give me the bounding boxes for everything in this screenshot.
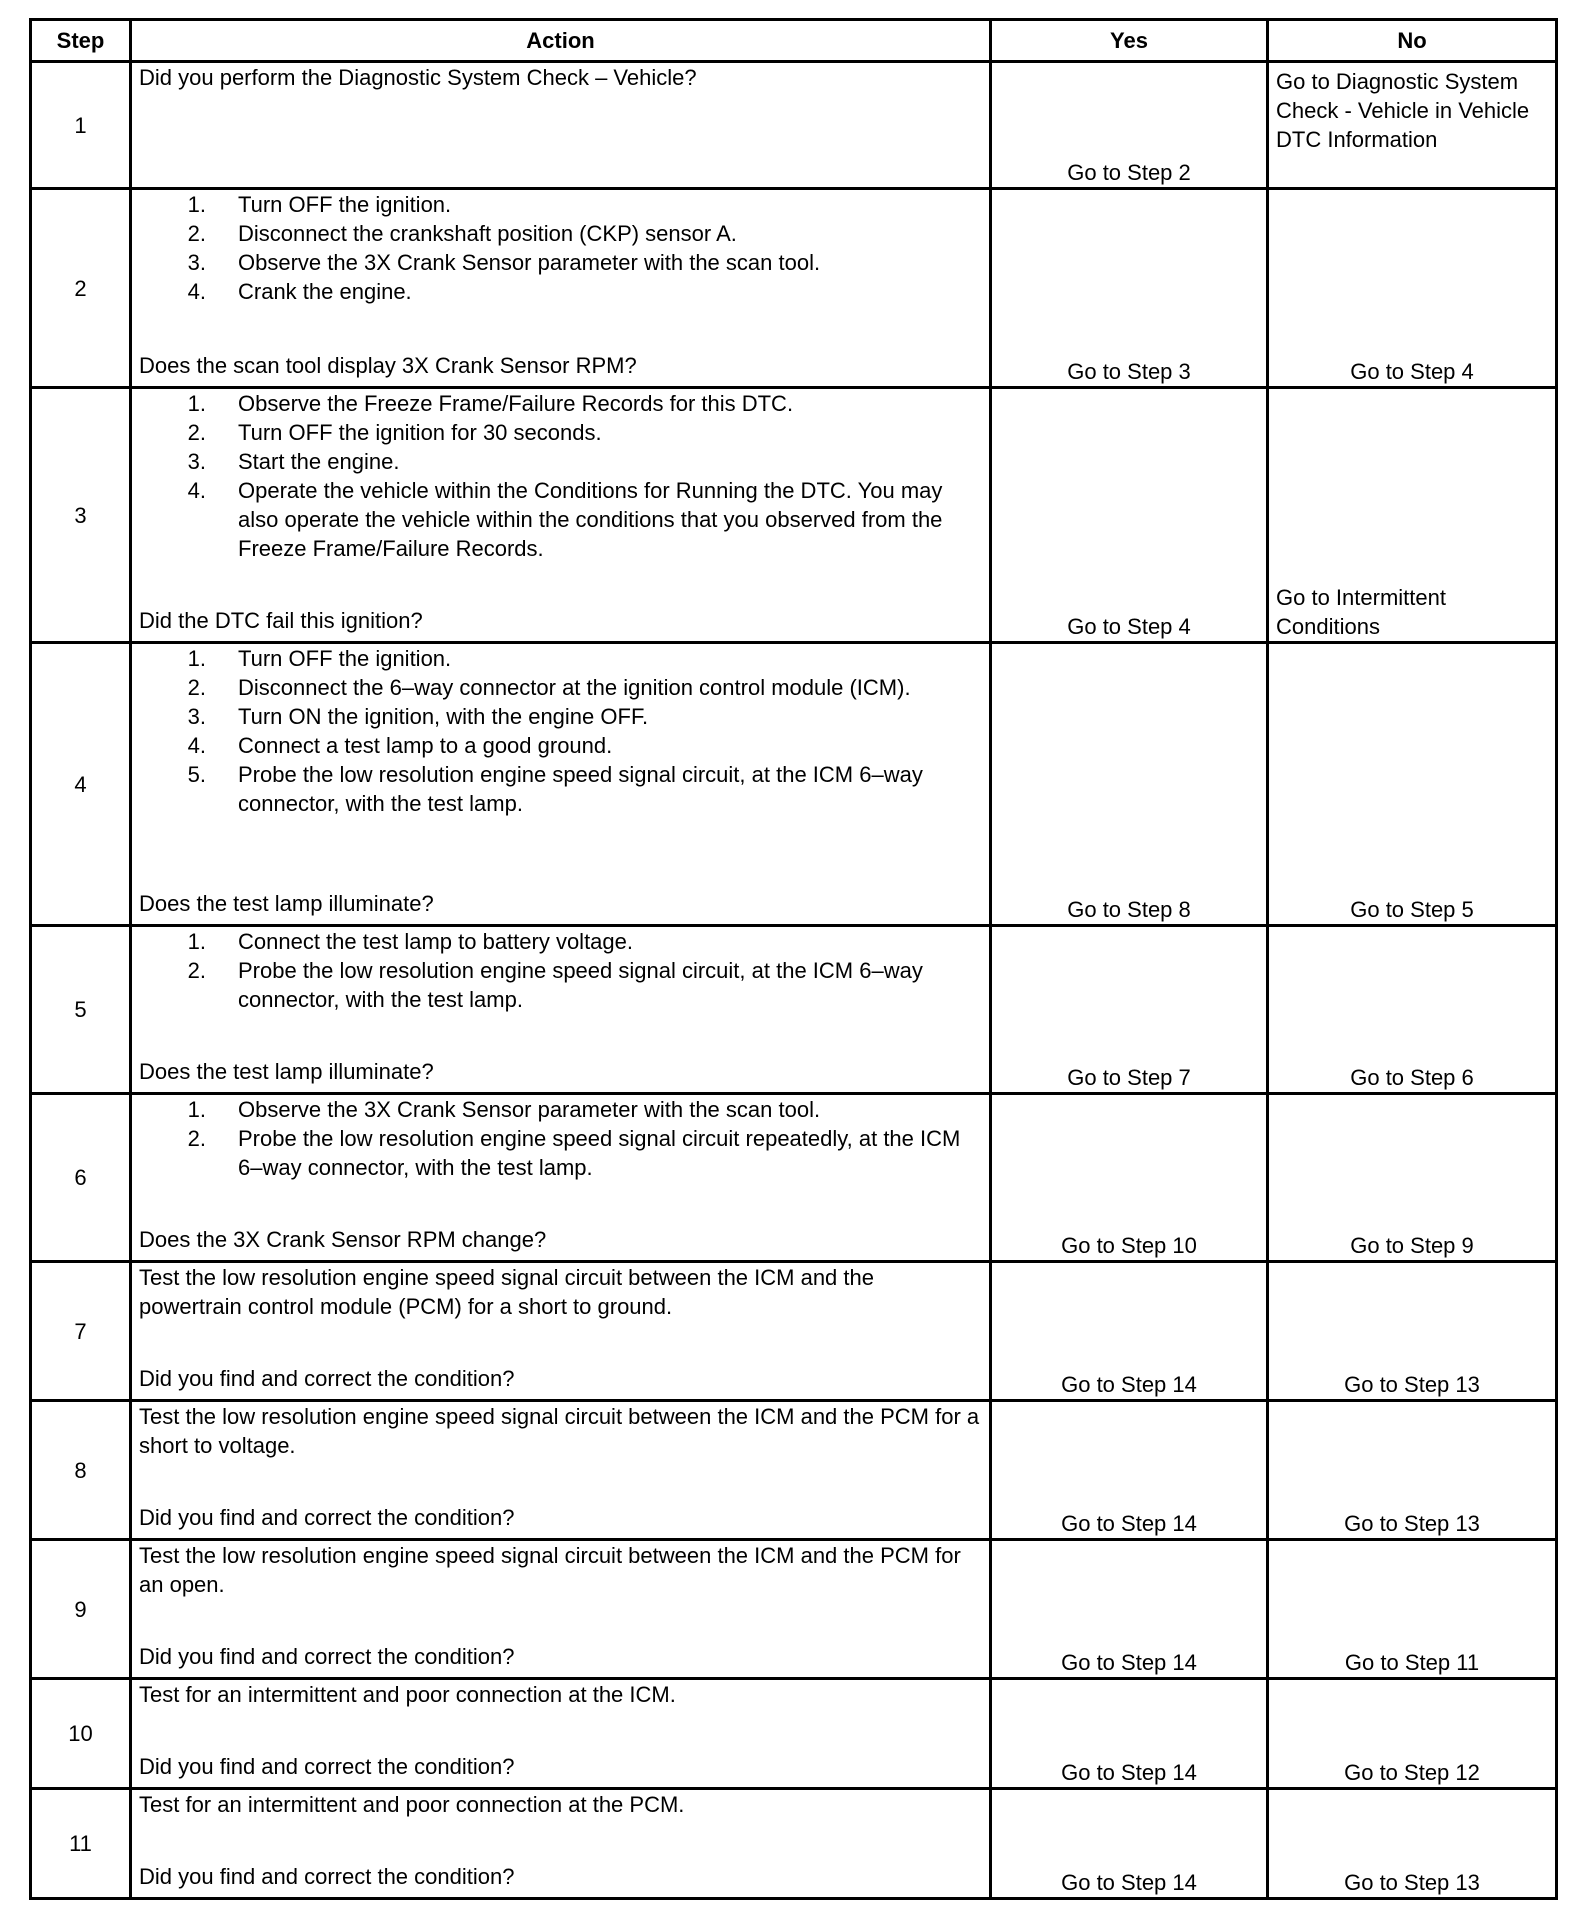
step-number: 4 [31, 643, 131, 926]
header-action: Action [131, 20, 991, 62]
step-number: 5 [31, 926, 131, 1094]
yes-cell: Go to Step 14 [991, 1789, 1268, 1899]
action-question: Did you find and correct the condition? [139, 1505, 515, 1530]
action-steps [139, 1095, 982, 1182]
table-row [31, 1401, 1557, 1540]
yes-cell: Go to Step 8 [991, 643, 1268, 926]
action-cell [131, 1679, 991, 1789]
action-steps [139, 389, 982, 563]
action-steps [139, 190, 982, 306]
no-cell: Go to Step 13 [1268, 1262, 1557, 1401]
list-item: 1. Observe the Freeze Frame/Failure Records for this DTC. [187, 391, 794, 416]
step-number: 3 [31, 388, 131, 643]
action-question: Does the 3X Crank Sensor RPM change? [139, 1227, 547, 1252]
no-cell: Go to Step 12 [1268, 1679, 1557, 1789]
list-item: 2. Probe the low resolution engine speed signal circuit repeatedly, at the ICM 6–way connector, with the test lamp. [187, 1126, 961, 1180]
action-question: Did you find and correct the condition? [139, 1864, 515, 1889]
no-cell: Go to Diagnostic System Check - Vehicle in Vehicle DTC Information [1268, 62, 1557, 189]
step-number: 2 [31, 189, 131, 388]
list-item: 2. Turn OFF the ignition for 30 seconds. [187, 420, 602, 445]
list-item: 4. Operate the vehicle within the Conditions for Running the DTC. You may also operate the vehicle within the conditions that you observed from the Freeze Frame/Failure Records. [187, 478, 943, 561]
yes-cell: Go to Step 14 [991, 1401, 1268, 1540]
header-yes: Yes [991, 20, 1268, 62]
no-cell: Go to Step 5 [1268, 643, 1557, 926]
table-row [31, 1679, 1557, 1789]
list-item: 5. Probe the low resolution engine speed signal circuit, at the ICM 6–way connector, with the test lamp. [187, 762, 923, 816]
no-cell: Go to Step 13 [1268, 1789, 1557, 1899]
list-item: 4. Crank the engine. [187, 279, 412, 304]
table-row [31, 643, 1557, 926]
yes-cell: Go to Step 14 [991, 1262, 1268, 1401]
action-text: Test the low resolution engine speed signal circuit between the ICM and the PCM for a short to voltage. [139, 1404, 980, 1458]
table-row [31, 1789, 1557, 1899]
list-item: 2. Disconnect the crankshaft position (CKP) sensor A. [187, 221, 737, 246]
table-row [31, 1262, 1557, 1401]
step-number: 9 [31, 1540, 131, 1679]
list-item: 1. Turn OFF the ignition. [187, 192, 452, 217]
action-text: Test for an intermittent and poor connection at the ICM. [139, 1682, 676, 1707]
list-item: 2. Disconnect the 6–way connector at the ignition control module (ICM). [187, 675, 911, 700]
no-cell: Go to Intermittent Conditions [1268, 388, 1557, 643]
list-item: 2. Probe the low resolution engine speed signal circuit, at the ICM 6–way connector, with the test lamp. [187, 958, 923, 1012]
step-number: 1 [31, 62, 131, 189]
action-text: Test for an intermittent and poor connection at the PCM. [139, 1792, 685, 1817]
yes-cell: Go to Step 2 [991, 62, 1268, 189]
yes-cell: Go to Step 3 [991, 189, 1268, 388]
step-number: 8 [31, 1401, 131, 1540]
yes-cell: Go to Step 14 [991, 1540, 1268, 1679]
list-item: 3. Start the engine. [187, 449, 400, 474]
table-row [31, 1094, 1557, 1262]
header-row [31, 20, 1557, 62]
list-item: 1. Turn OFF the ignition. [187, 646, 452, 671]
yes-cell: Go to Step 10 [991, 1094, 1268, 1262]
action-question: Does the test lamp illuminate? [139, 1059, 434, 1084]
step-number: 10 [31, 1679, 131, 1789]
table-row [31, 62, 1557, 189]
action-cell [131, 62, 991, 189]
header-step: Step [31, 20, 131, 62]
action-question: Does the scan tool display 3X Crank Sensor RPM? [139, 353, 637, 378]
action-question: Did the DTC fail this ignition? [139, 608, 423, 633]
yes-cell: Go to Step 14 [991, 1679, 1268, 1789]
action-steps [139, 644, 982, 818]
step-number: 7 [31, 1262, 131, 1401]
action-text: Test the low resolution engine speed signal circuit between the ICM and the PCM for an open. [139, 1543, 961, 1597]
list-item: 1. Connect the test lamp to battery voltage. [187, 929, 634, 954]
action-cell [131, 189, 991, 388]
action-question: Did you find and correct the condition? [139, 1644, 515, 1669]
table-row [31, 1540, 1557, 1679]
action-cell [131, 1789, 991, 1899]
action-text: Test the low resolution engine speed signal circuit between the ICM and the powertrain control module (PCM) for a short to ground. [139, 1265, 874, 1319]
table-row [31, 926, 1557, 1094]
no-cell: Go to Step 6 [1268, 926, 1557, 1094]
action-cell [131, 1094, 991, 1262]
no-cell: Go to Step 4 [1268, 189, 1557, 388]
table-row [31, 189, 1557, 388]
no-cell: Go to Step 9 [1268, 1094, 1557, 1262]
list-item: 4. Connect a test lamp to a good ground. [187, 733, 613, 758]
no-cell: Go to Step 13 [1268, 1401, 1557, 1540]
list-item: 3. Observe the 3X Crank Sensor parameter with the scan tool. [187, 250, 821, 275]
diagnostic-table [29, 18, 1558, 1900]
action-cell [131, 643, 991, 926]
header-no: No [1268, 20, 1557, 62]
action-cell [131, 1262, 991, 1401]
yes-cell: Go to Step 4 [991, 388, 1268, 643]
yes-cell: Go to Step 7 [991, 926, 1268, 1094]
action-steps [139, 927, 982, 1014]
action-cell [131, 1540, 991, 1679]
action-cell [131, 388, 991, 643]
list-item: 1. Observe the 3X Crank Sensor parameter with the scan tool. [187, 1097, 821, 1122]
action-question: Did you find and correct the condition? [139, 1754, 515, 1779]
step-number: 6 [31, 1094, 131, 1262]
action-question: Does the test lamp illuminate? [139, 891, 434, 916]
action-text: Did you perform the Diagnostic System Check – Vehicle? [139, 65, 697, 90]
step-number: 11 [31, 1789, 131, 1899]
action-question: Did you find and correct the condition? [139, 1366, 515, 1391]
no-cell: Go to Step 11 [1268, 1540, 1557, 1679]
action-cell [131, 926, 991, 1094]
action-cell [131, 1401, 991, 1540]
list-item: 3. Turn ON the ignition, with the engine OFF. [187, 704, 649, 729]
table-row [31, 388, 1557, 643]
